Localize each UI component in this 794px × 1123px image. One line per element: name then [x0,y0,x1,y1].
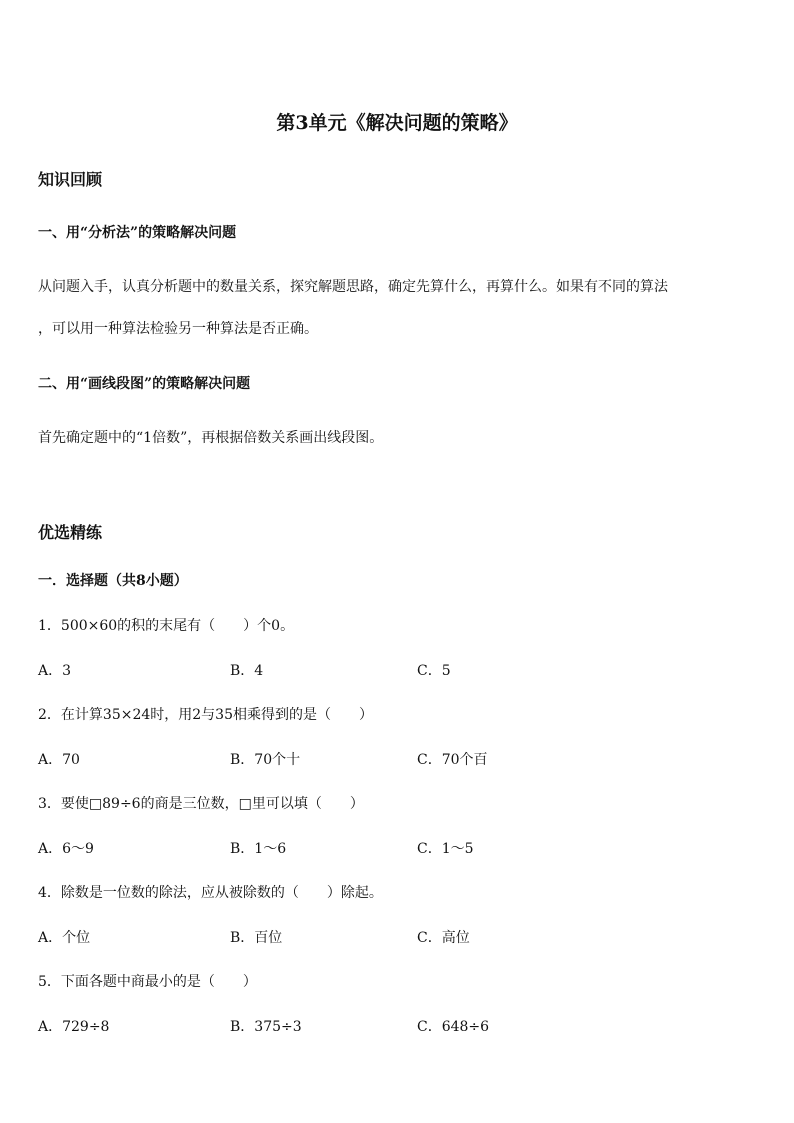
question-1-option-c: C．5 [417,663,451,679]
question-5: 5．下面各题中商最小的是（ ） [38,974,257,990]
question-4-option-c: C．高位 [417,930,470,946]
question-5-option-b: B．375÷3 [230,1019,302,1035]
question-4: 4．除数是一位数的除法，应从被除数的（ ）除起。 [38,885,383,901]
question-3-option-b: B．1～6 [230,841,287,857]
question-3-option-a: A．6～9 [38,841,94,857]
question-2-option-a: A．70 [38,752,80,768]
question-4-option-a: A．个位 [38,930,91,946]
question-2-option-c: C．70个百 [417,752,488,768]
question-1: 1．500×60的积的末尾有（ ）个0。 [38,618,295,634]
review-section-1-heading: 一、用“分析法”的策略解决问题 [38,225,237,241]
review-section-1-line-1: 从问题入手，认真分析题中的数量关系，探究解题思路，确定先算什么，再算什么。如果有不同的算法 [38,279,668,295]
question-3-option-c: C．1～5 [417,841,474,857]
question-4-option-b: B．百位 [230,930,283,946]
question-1-option-b: B．4 [230,663,264,679]
question-2-option-b: B．70个十 [230,752,301,768]
page-title: 第3单元《解决问题的策略》 [276,112,518,134]
question-1-option-a: A．3 [38,663,72,679]
review-section-2-line-1: 首先确定题中的“1倍数”，再根据倍数关系画出线段图。 [38,430,384,446]
review-section-1-line-2: ，可以用一种算法检验另一种算法是否正确。 [38,321,318,337]
question-2: 2．在计算35×24时，用2与35相乘得到的是（ ） [38,707,373,723]
review-section-2-heading: 二、用“画线段图”的策略解决问题 [38,376,251,392]
question-5-option-c: C．648÷6 [417,1019,490,1035]
review-heading: 知识回顾 [38,170,103,189]
question-3: 3．要使□89÷6的商是三位数，□里可以填（ ） [38,796,364,812]
question-5-option-a: A．729÷8 [38,1019,110,1035]
choice-section-heading: 一．选择题（共8小题） [38,573,188,589]
practice-heading: 优选精练 [38,523,103,542]
